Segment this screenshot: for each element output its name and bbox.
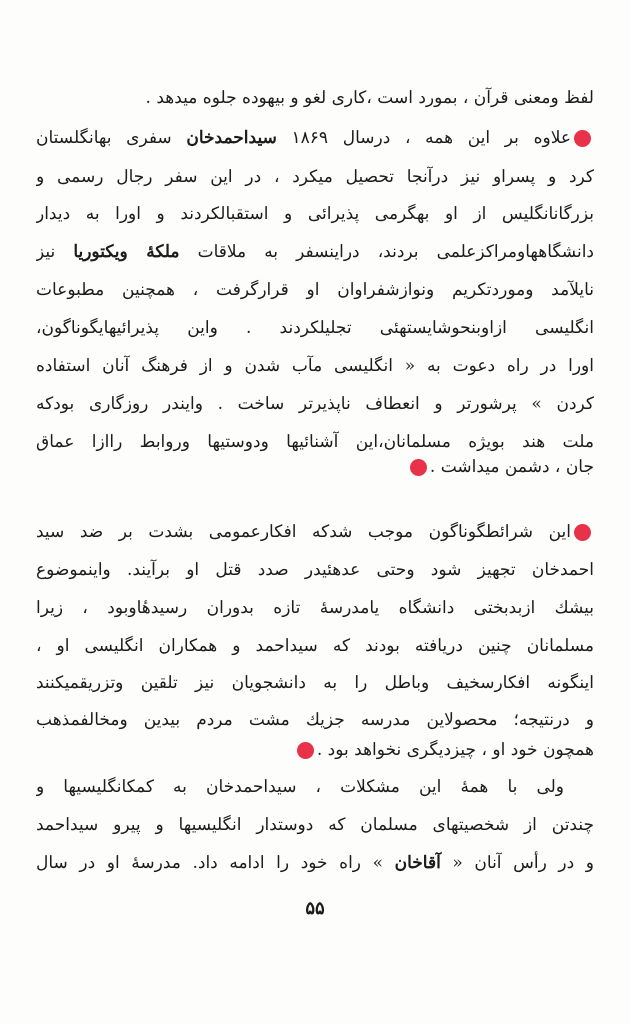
text-line	[36, 273, 594, 307]
text-line	[36, 666, 594, 700]
text-line	[36, 450, 594, 484]
bold-name-sayyid-ahmad-khan: سیداحمدخان	[186, 128, 277, 148]
line-text: ولی با همهٔ این مشکلات ، سیداحمدخان به کمكانگلیسیها و	[36, 777, 564, 797]
line-text: نایلآمد وموردتکریم ونوازشفراوان او قرارگرفت ، همچنین مطبوعات	[36, 280, 594, 300]
text-line	[36, 515, 594, 549]
line-text: و درنتیجه؛ محصولاین مدرسه جزیك مشت مردم بیدین ومخالفمذهب	[36, 710, 594, 730]
text-line	[36, 311, 594, 345]
text-line	[36, 235, 594, 269]
line-text: کرد و پسراو نیز درآنجا تحصیل میکرد ، در این سفر رجال رسمی و	[36, 167, 594, 187]
text-line	[36, 121, 594, 155]
line-text: اورا در راه دعوت به « انگلیسی مآب شدن و از فرهنگ آنان استفاده	[36, 356, 594, 376]
text-line	[36, 197, 594, 231]
line-text: چندتن از شخصیتهای مسلمان که دوستدار انگلیسیها و پیرو سیداحمد	[36, 815, 594, 835]
text-line	[36, 629, 594, 663]
red-marker-dot	[574, 524, 591, 541]
line-text: مسلمانان چنین دریافته بودند که سیداحمد و همکاران انگلیسی او ،	[36, 636, 594, 656]
red-marker-dot	[410, 459, 427, 476]
line-text: سفری بهانگلستان	[36, 128, 187, 148]
text-line	[36, 808, 594, 842]
text-line	[36, 846, 594, 880]
line-text: لفظ ومعنی قرآن ، بمورد است ،کاری لغو و بیهوده جلوه میدهد .	[145, 88, 594, 108]
line-text: نیز	[36, 242, 74, 262]
line-text: بزرگانانگلیس از او بهگرمی پذیرائی و استقبالکردند و اورا به دیدار	[36, 204, 594, 224]
line-text: جان ، دشمن میداشت .	[429, 457, 594, 477]
line-text: انگلیسی ازاوبنحوشایستهئی تجلیلکردند . واین پذیرائیهایگوناگون،	[36, 318, 594, 338]
bold-name-queen-victoria: ملکهٔ ویکتوریا	[73, 242, 180, 262]
red-marker-dot	[297, 742, 314, 759]
text-line	[36, 733, 594, 767]
line-text: ملت هند بویژه مسلمانان،این آشنائیها ودوستیها وروابط راازا عماق	[36, 432, 594, 452]
text-line	[36, 703, 594, 737]
line-text: اینگونه افکارسخیف وباطل را به دانشجویان نیز تلقین وتزریقمیکنند	[36, 673, 594, 693]
bold-name-agha-khan: آقاخان	[394, 853, 441, 873]
line-text: همچون خود او ، چیزدیگری نخواهد بود .	[316, 740, 594, 760]
text-line	[36, 387, 594, 421]
text-line	[36, 553, 594, 587]
line-text: کردن » پرشورتر و انعطاف ناپذیرتر ساخت . وایندر روزگاری بودکه	[36, 394, 594, 414]
line-text: بیشك ازبدبختی دانشگاه یامدرسهٔ تازه بدوران رسیدهٔاوبود ، زیرا	[36, 598, 594, 618]
text-line	[36, 349, 594, 383]
line-text: » راه خود را ادامه داد. مدرسهٔ او در سال	[36, 853, 395, 873]
line-text: دانشگاههاومراکزعلمی بردند، دراینسفر به ملاقات	[179, 242, 594, 262]
page-number: ۵۵	[305, 898, 325, 919]
line-text: احمدخان تجهیز شود وحتی عدهئیدر صدد قتل او برآیند. واینموضوع	[36, 560, 594, 580]
text-line	[36, 770, 594, 804]
line-text: علاوه بر این همه ، درسال ۱۸۶۹	[276, 128, 571, 148]
text-line	[36, 160, 594, 194]
text-line	[36, 591, 594, 625]
text-line	[36, 81, 594, 115]
line-text: و در رأس آنان «	[440, 853, 594, 873]
red-marker-dot	[574, 130, 591, 147]
line-text: این شرائطگوناگون موجب شدکه افکارعمومی بشدت بر ضد سید	[36, 522, 571, 542]
